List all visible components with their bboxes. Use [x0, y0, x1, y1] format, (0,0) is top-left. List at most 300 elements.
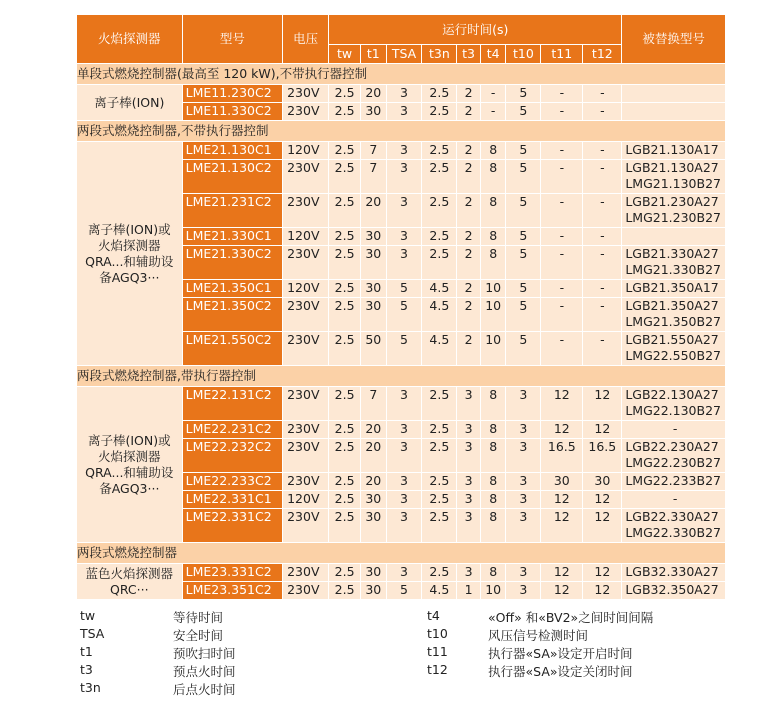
time-cell-t3n: 2.5 — [422, 421, 456, 438]
legend-description: 风压信号检测时间 — [488, 628, 589, 643]
replaced-model-cell — [622, 85, 725, 102]
flame-detector-cell — [77, 564, 182, 599]
voltage-cell: 230V — [283, 85, 328, 102]
time-cell-tsa: 3 — [387, 142, 422, 159]
flame-detector-line: QRA...和辅助设 — [85, 253, 174, 269]
legend-symbol: TSA — [80, 626, 105, 641]
time-cell-tsa: 3 — [387, 439, 422, 472]
replaced-model-cell — [622, 387, 725, 420]
time-cell-t3n: 2.5 — [422, 228, 456, 245]
time-cell-t10: 3 — [506, 387, 540, 420]
time-cell-t12: 12 — [583, 491, 621, 508]
time-cell-t4: - — [481, 103, 506, 120]
time-cell-t10: 5 — [506, 246, 540, 279]
time-cell-t3n: 2.5 — [422, 246, 456, 279]
legend-description: 后点火时间 — [173, 682, 236, 697]
replaced-model-cell — [622, 280, 725, 297]
table-row — [77, 85, 725, 102]
time-cell-t3n: 4.5 — [422, 582, 456, 599]
legend-symbol: t3n — [80, 680, 101, 695]
time-cell-tw: 2.5 — [329, 142, 360, 159]
time-cell-t10: 5 — [506, 142, 540, 159]
time-cell-t3n: 4.5 — [422, 298, 456, 331]
time-cell-t1: 50 — [361, 332, 386, 365]
time-cell-tw: 2.5 — [329, 85, 360, 102]
model-cell: LME22.331C1 — [183, 491, 282, 508]
time-cell-t10: 3 — [506, 491, 540, 508]
voltage-cell: 230V — [283, 439, 328, 472]
legend-symbol: t3 — [80, 662, 93, 677]
time-cell-t3n: 2.5 — [422, 473, 456, 490]
model-cell: LME21.130C2 — [183, 160, 282, 193]
time-cell-t3: 2 — [457, 246, 480, 279]
time-cell-tsa: 5 — [387, 582, 422, 599]
legend-description: 安全时间 — [173, 628, 224, 643]
table-row — [77, 387, 725, 420]
voltage-cell: 230V — [283, 421, 328, 438]
legend-description: 等待时间 — [173, 610, 224, 625]
header-time-t10: t10 — [506, 45, 540, 63]
legend-description: «Off» 和«BV2»之间时间间隔 — [488, 610, 654, 625]
time-cell-t4: 8 — [481, 246, 506, 279]
section-title: 两段式燃烧控制器 — [77, 543, 725, 563]
time-cell-t4: 8 — [481, 509, 506, 542]
time-cell-t3n: 2.5 — [422, 387, 456, 420]
replaced-model-line: LMG22.233B27 — [625, 473, 721, 488]
header-voltage: 电压 — [283, 15, 328, 63]
replaced-model-line: LGB22.130A27 — [625, 387, 719, 402]
legend-symbol: t12 — [427, 662, 448, 677]
time-cell-tw: 2.5 — [329, 491, 360, 508]
replaced-model-line: LGB21.550A27 — [625, 332, 719, 347]
legend-symbol: t10 — [427, 626, 448, 641]
model-cell: LME21.350C2 — [183, 298, 282, 331]
voltage-cell: 230V — [283, 582, 328, 599]
time-cell-tw: 2.5 — [329, 387, 360, 420]
model-cell: LME22.331C2 — [183, 509, 282, 542]
replaced-model-line — [625, 103, 725, 119]
voltage-cell: 120V — [283, 142, 328, 159]
time-cell-t10: 5 — [506, 103, 540, 120]
model-cell: LME22.131C2 — [183, 387, 282, 420]
time-cell-t3: 2 — [457, 160, 480, 193]
time-cell-t12: - — [583, 142, 621, 159]
section-row — [77, 366, 725, 386]
time-cell-t10: 3 — [506, 582, 540, 599]
time-cell-t11: 30 — [541, 473, 582, 490]
time-cell-t3n: 2.5 — [422, 564, 456, 581]
time-cell-t12: - — [583, 103, 621, 120]
model-cell: LME21.550C2 — [183, 332, 282, 365]
time-cell-t11: - — [541, 160, 582, 193]
time-cell-t3: 3 — [457, 509, 480, 542]
time-cell-t4: 10 — [481, 582, 506, 599]
time-cell-t1: 30 — [361, 298, 386, 331]
voltage-cell: 230V — [283, 160, 328, 193]
time-cell-tw: 2.5 — [329, 160, 360, 193]
voltage-cell: 230V — [283, 332, 328, 365]
time-cell-t4: 8 — [481, 142, 506, 159]
header-device: 火焰探测器 — [77, 15, 182, 63]
header-time-t4: t4 — [481, 45, 506, 63]
time-cell-t4: 8 — [481, 160, 506, 193]
burner-controller-spec-table — [76, 14, 726, 600]
replaced-model-cell — [622, 142, 725, 159]
model-cell: LME21.130C1 — [183, 142, 282, 159]
replaced-model-line: LMG21.230B27 — [625, 210, 721, 225]
time-cell-t3n: 2.5 — [422, 491, 456, 508]
replaced-model-line: LMG22.550B27 — [625, 348, 721, 363]
flame-detector-line: 备AGQ3··· — [99, 480, 160, 496]
time-cell-t3: 3 — [457, 439, 480, 472]
time-cell-t3: 2 — [457, 103, 480, 120]
time-cell-tw: 2.5 — [329, 332, 360, 365]
time-cell-t12: 12 — [583, 564, 621, 581]
replaced-model-line — [625, 228, 725, 244]
time-cell-t11: - — [541, 228, 582, 245]
header-time-t3: t3 — [457, 45, 480, 63]
time-cell-tw: 2.5 — [329, 473, 360, 490]
time-cell-t10: 5 — [506, 332, 540, 365]
time-cell-tw: 2.5 — [329, 280, 360, 297]
flame-detector-cell — [77, 142, 182, 365]
time-cell-t3n: 2.5 — [422, 103, 456, 120]
model-cell: LME21.231C2 — [183, 194, 282, 227]
model-cell: LME23.351C2 — [183, 582, 282, 599]
time-cell-t1: 30 — [361, 280, 386, 297]
section-title: 单段式燃烧控制器(最高至 120 kW),不带执行器控制 — [77, 64, 725, 84]
time-cell-t3n: 2.5 — [422, 194, 456, 227]
time-cell-t10: 5 — [506, 298, 540, 331]
time-cell-tsa: 3 — [387, 491, 422, 508]
replaced-model-cell — [622, 298, 725, 331]
time-cell-t4: 8 — [481, 473, 506, 490]
time-cell-t3: 2 — [457, 194, 480, 227]
model-cell: LME22.233C2 — [183, 473, 282, 490]
legend-description: 执行器«SA»设定开启时间 — [488, 646, 633, 661]
flame-detector-cell — [77, 387, 182, 542]
time-cell-t1: 30 — [361, 246, 386, 279]
replaced-model-line: LGB21.230A27 — [625, 194, 719, 209]
replaced-model-cell — [622, 421, 725, 438]
header-time-t12: t12 — [583, 45, 621, 63]
time-cell-t3: 2 — [457, 85, 480, 102]
time-cell-t12: - — [583, 160, 621, 193]
replaced-model-line: LMG22.230B27 — [625, 455, 721, 470]
time-cell-t4: 8 — [481, 387, 506, 420]
time-cell-t4: 10 — [481, 298, 506, 331]
time-cell-t3: 3 — [457, 387, 480, 420]
replaced-model-cell — [622, 439, 725, 472]
time-cell-tw: 2.5 — [329, 421, 360, 438]
replaced-model-cell — [622, 103, 725, 120]
voltage-cell: 230V — [283, 509, 328, 542]
flame-detector-line: 离子棒(ION)或 — [87, 432, 171, 448]
model-cell: LME22.232C2 — [183, 439, 282, 472]
time-cell-t12: 12 — [583, 421, 621, 438]
time-cell-t1: 20 — [361, 85, 386, 102]
time-cell-t11: - — [541, 246, 582, 279]
voltage-cell: 230V — [283, 194, 328, 227]
time-cell-tw: 2.5 — [329, 582, 360, 599]
replaced-model-cell — [622, 228, 725, 245]
time-cell-t3: 1 — [457, 582, 480, 599]
replaced-model-line: LGB21.330A27 — [625, 246, 719, 261]
time-cell-t10: 3 — [506, 473, 540, 490]
time-cell-t4: 8 — [481, 439, 506, 472]
time-cell-tsa: 3 — [387, 228, 422, 245]
time-cell-t10: 3 — [506, 421, 540, 438]
replaced-model-line: LGB22.330A27 — [625, 509, 719, 524]
time-cell-t3n: 2.5 — [422, 85, 456, 102]
flame-detector-line: 火焰探测器 — [98, 237, 161, 253]
time-cell-t3: 3 — [457, 473, 480, 490]
time-cell-tw: 2.5 — [329, 439, 360, 472]
time-cell-t4: 10 — [481, 332, 506, 365]
time-cell-t3n: 4.5 — [422, 280, 456, 297]
time-cell-t11: - — [541, 194, 582, 227]
time-cell-t1: 20 — [361, 421, 386, 438]
flame-detector-line: 蓝色火焰探测器 — [85, 565, 174, 581]
replaced-model-line: LGB21.350A17 — [625, 280, 719, 295]
time-cell-t12: 30 — [583, 473, 621, 490]
time-cell-t4: - — [481, 85, 506, 102]
table-row — [77, 564, 725, 581]
time-cell-t12: 16.5 — [583, 439, 621, 472]
time-cell-t12: - — [583, 194, 621, 227]
header-replaced-model: 被替换型号 — [622, 15, 725, 63]
voltage-cell: 230V — [283, 246, 328, 279]
spec-table-container — [76, 14, 726, 600]
time-cell-t11: 12 — [541, 582, 582, 599]
time-cell-t3n: 2.5 — [422, 439, 456, 472]
replaced-model-line: LGB22.230A27 — [625, 439, 719, 454]
time-cell-t10: 3 — [506, 564, 540, 581]
time-cell-tsa: 3 — [387, 509, 422, 542]
time-cell-t4: 8 — [481, 194, 506, 227]
time-cell-tsa: 3 — [387, 473, 422, 490]
model-cell: LME11.330C2 — [183, 103, 282, 120]
time-cell-t1: 7 — [361, 387, 386, 420]
time-cell-tsa: 3 — [387, 564, 422, 581]
time-cell-t11: 12 — [541, 491, 582, 508]
time-cell-t3n: 2.5 — [422, 509, 456, 542]
replaced-model-cell — [622, 160, 725, 193]
model-cell: LME21.330C1 — [183, 228, 282, 245]
time-cell-t11: - — [541, 103, 582, 120]
time-cell-tw: 2.5 — [329, 228, 360, 245]
replaced-model-cell — [622, 564, 725, 581]
time-cell-t11: 16.5 — [541, 439, 582, 472]
time-cell-t1: 7 — [361, 160, 386, 193]
time-cell-t1: 30 — [361, 509, 386, 542]
time-cell-t10: 5 — [506, 85, 540, 102]
section-row — [77, 121, 725, 141]
time-cell-t1: 20 — [361, 473, 386, 490]
header-time-t1: t1 — [361, 45, 386, 63]
time-cell-tw: 2.5 — [329, 564, 360, 581]
replaced-model-cell — [622, 509, 725, 542]
replaced-model-line: LGB21.130A27 — [625, 160, 719, 175]
time-cell-t11: - — [541, 142, 582, 159]
time-cell-t10: 5 — [506, 194, 540, 227]
model-cell: LME21.350C1 — [183, 280, 282, 297]
time-cell-t11: 12 — [541, 387, 582, 420]
legend-symbol: t11 — [427, 644, 448, 659]
replaced-model-line: LGB32.350A27 — [625, 582, 719, 597]
time-cell-t3: 2 — [457, 298, 480, 331]
time-cell-t4: 8 — [481, 421, 506, 438]
time-cell-t3: 2 — [457, 142, 480, 159]
time-cell-t3: 2 — [457, 332, 480, 365]
replaced-model-line: LGB32.330A27 — [625, 564, 719, 579]
time-cell-t4: 10 — [481, 280, 506, 297]
replaced-model-line: LGB21.350A27 — [625, 298, 719, 313]
time-cell-t1: 30 — [361, 228, 386, 245]
model-cell: LME23.331C2 — [183, 564, 282, 581]
legend-symbol: t4 — [427, 608, 440, 623]
time-cell-t12: - — [583, 85, 621, 102]
header-time-t11: t11 — [541, 45, 582, 63]
flame-detector-line: QRA...和辅助设 — [85, 464, 174, 480]
time-cell-t10: 3 — [506, 509, 540, 542]
time-cell-tsa: 3 — [387, 194, 422, 227]
time-cell-tsa: 5 — [387, 298, 422, 331]
replaced-model-line: - — [672, 421, 678, 436]
replaced-model-cell — [622, 582, 725, 599]
time-cell-t12: 12 — [583, 509, 621, 542]
time-cell-t3: 3 — [457, 564, 480, 581]
time-cell-t11: 12 — [541, 564, 582, 581]
legend-symbol: tw — [80, 608, 96, 623]
time-cell-tsa: 5 — [387, 280, 422, 297]
legend-description: 预点火时间 — [173, 664, 236, 679]
time-cell-tsa: 3 — [387, 387, 422, 420]
replaced-model-line — [625, 85, 725, 101]
time-cell-tsa: 3 — [387, 160, 422, 193]
flame-detector-line: 离子棒(ION) — [94, 94, 165, 110]
replaced-model-cell — [622, 332, 725, 365]
time-cell-t10: 5 — [506, 228, 540, 245]
time-cell-t1: 20 — [361, 194, 386, 227]
section-row — [77, 543, 725, 563]
time-cell-t12: - — [583, 298, 621, 331]
model-cell: LME21.330C2 — [183, 246, 282, 279]
time-cell-t10: 5 — [506, 280, 540, 297]
time-cell-t11: - — [541, 298, 582, 331]
time-cell-t12: 12 — [583, 387, 621, 420]
time-cell-t11: - — [541, 85, 582, 102]
time-cell-t1: 7 — [361, 142, 386, 159]
replaced-model-cell — [622, 246, 725, 279]
time-cell-t11: - — [541, 332, 582, 365]
time-cell-t3n: 2.5 — [422, 160, 456, 193]
replaced-model-cell — [622, 491, 725, 508]
time-cell-tw: 2.5 — [329, 246, 360, 279]
time-cell-t1: 30 — [361, 564, 386, 581]
replaced-model-cell — [622, 194, 725, 227]
time-cell-tw: 2.5 — [329, 509, 360, 542]
flame-detector-line: 备AGQ3··· — [99, 269, 160, 285]
time-cell-t1: 30 — [361, 491, 386, 508]
flame-detector-cell — [77, 85, 182, 120]
header-time-tsa: TSA — [387, 45, 422, 63]
section-title: 两段式燃烧控制器,不带执行器控制 — [77, 121, 725, 141]
voltage-cell: 230V — [283, 473, 328, 490]
time-cell-t3: 3 — [457, 491, 480, 508]
model-cell: LME22.231C2 — [183, 421, 282, 438]
time-cell-tsa: 3 — [387, 103, 422, 120]
replaced-model-cell — [622, 473, 725, 490]
time-cell-tsa: 3 — [387, 421, 422, 438]
table-row — [77, 142, 725, 159]
section-title: 两段式燃烧控制器,带执行器控制 — [77, 366, 725, 386]
flame-detector-line: QRC··· — [110, 581, 149, 597]
time-cell-t11: 12 — [541, 509, 582, 542]
time-cell-t10: 5 — [506, 160, 540, 193]
time-cell-t4: 8 — [481, 228, 506, 245]
legend-description: 执行器«SA»设定关闭时间 — [488, 664, 633, 679]
time-cell-tw: 2.5 — [329, 194, 360, 227]
time-cell-t3: 3 — [457, 421, 480, 438]
voltage-cell: 230V — [283, 103, 328, 120]
time-cell-t3n: 2.5 — [422, 142, 456, 159]
time-cell-t10: 3 — [506, 439, 540, 472]
flame-detector-line: 离子棒(ION)或 — [87, 221, 171, 237]
model-cell: LME11.230C2 — [183, 85, 282, 102]
legend-symbol: t1 — [80, 644, 93, 659]
time-cell-t4: 8 — [481, 564, 506, 581]
voltage-cell: 120V — [283, 228, 328, 245]
time-cell-t12: - — [583, 246, 621, 279]
time-cell-tsa: 3 — [387, 85, 422, 102]
legend-description: 预吹扫时间 — [173, 646, 236, 661]
replaced-model-line: LMG22.330B27 — [625, 525, 721, 540]
time-cell-t1: 30 — [361, 103, 386, 120]
time-cell-tw: 2.5 — [329, 298, 360, 331]
replaced-model-line: LMG21.350B27 — [625, 314, 721, 329]
voltage-cell: 230V — [283, 564, 328, 581]
time-cell-tw: 2.5 — [329, 103, 360, 120]
replaced-model-line: LMG21.330B27 — [625, 262, 721, 277]
voltage-cell: 120V — [283, 491, 328, 508]
time-cell-t1: 20 — [361, 439, 386, 472]
time-cell-t4: 8 — [481, 491, 506, 508]
header-time-t3n: t3n — [422, 45, 456, 63]
time-cell-tsa: 5 — [387, 332, 422, 365]
header-run-times: 运行时间(s) — [329, 15, 621, 44]
time-cell-t12: - — [583, 280, 621, 297]
replaced-model-line: LMG21.130B27 — [625, 176, 721, 191]
voltage-cell: 120V — [283, 280, 328, 297]
replaced-model-line: LMG22.130B27 — [625, 403, 721, 418]
time-cell-t3n: 4.5 — [422, 332, 456, 365]
time-cell-t3: 2 — [457, 228, 480, 245]
header-model: 型号 — [183, 15, 282, 63]
voltage-cell: 230V — [283, 387, 328, 420]
time-cell-t11: 12 — [541, 421, 582, 438]
time-cell-t12: - — [583, 332, 621, 365]
replaced-model-line: - — [672, 491, 678, 506]
time-cell-t3: 2 — [457, 280, 480, 297]
time-cell-t11: - — [541, 280, 582, 297]
time-cell-tsa: 3 — [387, 246, 422, 279]
flame-detector-line: 火焰探测器 — [98, 448, 161, 464]
voltage-cell: 230V — [283, 298, 328, 331]
time-cell-t1: 30 — [361, 582, 386, 599]
time-cell-t12: 12 — [583, 582, 621, 599]
replaced-model-line: LGB21.130A17 — [625, 142, 719, 157]
